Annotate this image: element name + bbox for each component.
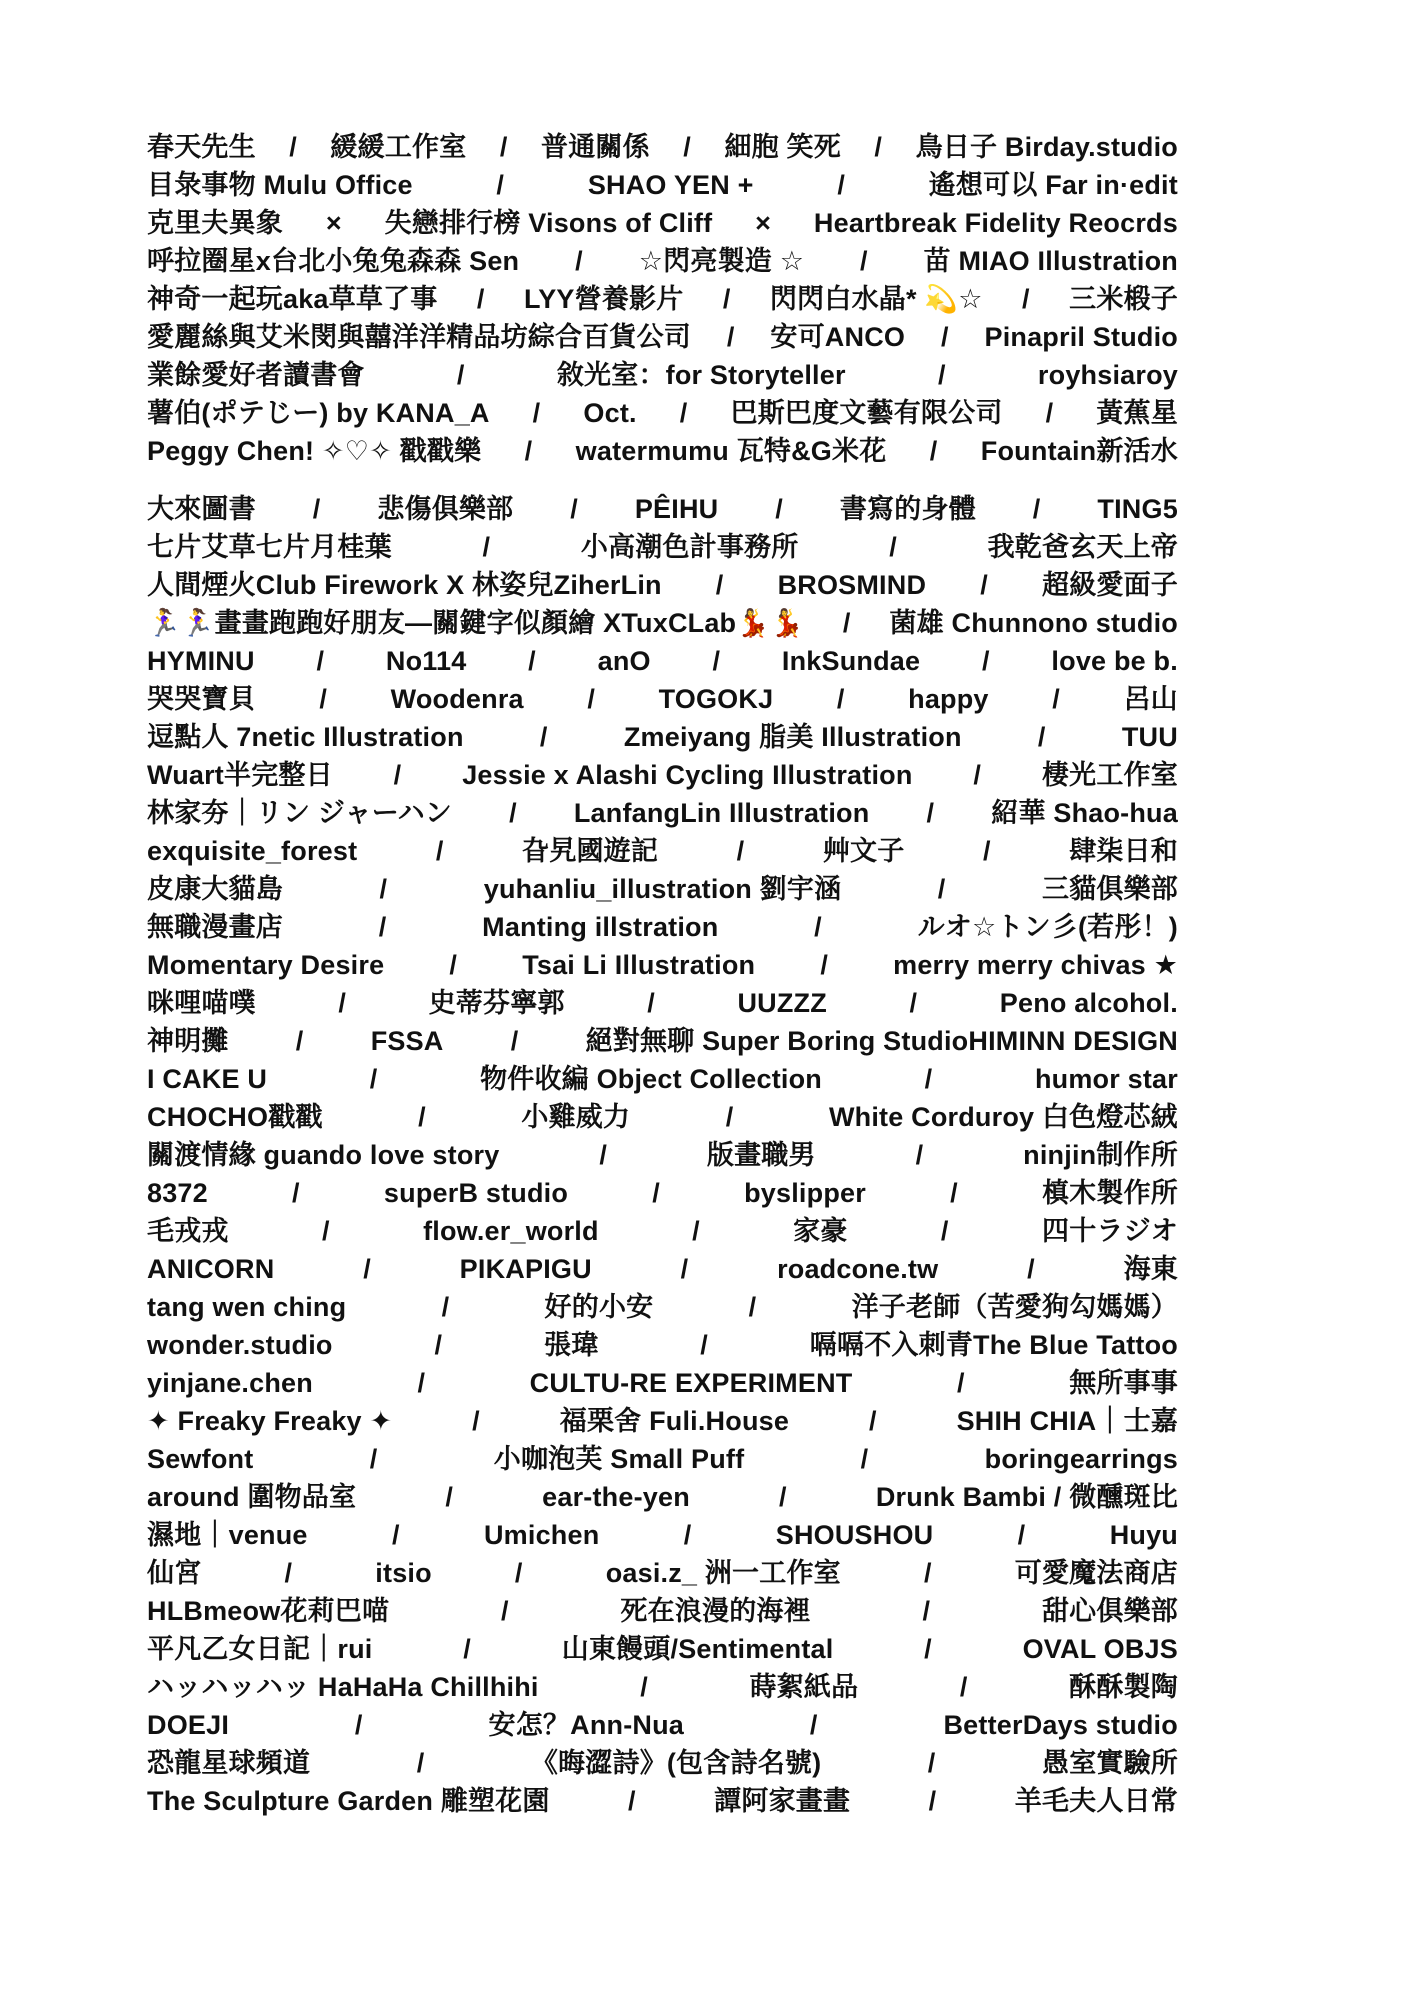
separator: / — [295, 1026, 304, 1056]
separator: / — [496, 170, 505, 200]
exhibitor-name: 目彔事物 Mulu Office — [147, 170, 413, 200]
list-line — [147, 1212, 1178, 1250]
list-line — [147, 280, 1178, 318]
exhibitor-name: exquisite_forest — [147, 836, 358, 866]
exhibitor-name: 張瑋 — [544, 1330, 599, 1360]
separator: / — [837, 170, 846, 200]
list-line — [147, 604, 1178, 642]
exhibitor-name: The Sculpture Garden 雕塑花園 — [147, 1786, 550, 1816]
exhibitor-name: Heartbreak Fidelity Reocrds — [813, 208, 1178, 238]
exhibitor-name: 家豪 — [793, 1216, 848, 1246]
exhibitor-name: 旮旯國遊記 — [522, 836, 659, 866]
exhibitor-name: 小咖泡芙 Small Puff — [493, 1444, 745, 1474]
separator: / — [417, 1368, 426, 1398]
separator: / — [524, 436, 533, 466]
separator: / — [321, 1216, 330, 1246]
list-line — [147, 870, 1178, 908]
separator: / — [922, 1596, 931, 1626]
separator: / — [319, 684, 328, 714]
exhibitor-name: 呼拉圈星x台北小兔兔森森 Sen — [147, 246, 520, 276]
separator: / — [874, 132, 883, 162]
list-line — [147, 1288, 1178, 1326]
separator: / — [500, 1596, 509, 1626]
exhibitor-name: ✦ Freaky Freaky ✦ — [147, 1406, 393, 1436]
exhibitor-name: No114 — [385, 646, 467, 676]
exhibitor-name: FSSA — [370, 1026, 444, 1056]
exhibitor-name: 艸文子 — [822, 836, 905, 866]
separator: / — [1027, 1254, 1035, 1284]
exhibitor-name: 死在浪漫的海裡 — [620, 1596, 811, 1626]
exhibitor-name: 皮康大貓島 — [147, 874, 283, 904]
exhibitor-name: BROSMIND — [777, 570, 927, 600]
separator: / — [836, 684, 845, 714]
list-line — [147, 984, 1178, 1022]
exhibitor-name: 黃蕉星 — [1096, 398, 1178, 428]
separator: / — [929, 436, 938, 466]
exhibitor-name: 我乾爸玄天上帝 — [987, 532, 1178, 562]
separator: / — [1032, 494, 1041, 524]
exhibitor-name: 神明攤 — [147, 1026, 229, 1056]
exhibitor-name: 好的小安 — [544, 1292, 654, 1322]
exhibitor-name: 敘光室：for Storyteller — [556, 360, 846, 390]
separator: / — [416, 1748, 425, 1778]
exhibitor-name: 巴斯巴度文藝有限公司 — [730, 398, 1003, 428]
exhibitor-name: TUU — [1121, 722, 1178, 752]
list-line — [147, 1592, 1178, 1630]
separator: / — [779, 1482, 787, 1512]
exhibitor-name: Huyu — [1109, 1520, 1178, 1550]
exhibitor-name: PIKAPIGU — [459, 1254, 592, 1284]
separator: / — [980, 570, 988, 600]
exhibitor-name: 大來圖書 — [147, 494, 256, 524]
list-line — [147, 1554, 1178, 1592]
separator: × — [755, 208, 772, 238]
exhibitor-name: yuhanliu_illustration 劉宇涵 — [483, 874, 842, 904]
exhibitor-name: 安怎？Ann-Nua — [488, 1710, 684, 1740]
exhibitor-name: SHOUSHOU — [775, 1520, 934, 1550]
list-line — [147, 1326, 1178, 1364]
exhibitor-name: 細胞 笑死 — [724, 132, 841, 162]
list-line — [147, 794, 1178, 832]
exhibitor-name: 閃閃白水晶* 💫☆ — [769, 284, 983, 314]
exhibitor-name: 愚室實驗所 — [1042, 1748, 1178, 1778]
exhibitor-name: SHIH CHIA｜士嘉 — [956, 1406, 1178, 1436]
exhibitor-name: 羊毛夫人日常 — [1014, 1786, 1178, 1816]
exhibitor-name: 三貓俱樂部 — [1042, 874, 1178, 904]
separator: / — [514, 1558, 523, 1588]
list-line — [147, 1402, 1178, 1440]
exhibitor-name: 安可ANCO — [770, 322, 906, 352]
separator: / — [445, 1482, 454, 1512]
exhibitor-name: 林家夯｜リン ジャーハン — [147, 798, 453, 828]
separator: / — [736, 836, 745, 866]
separator: / — [289, 132, 297, 162]
list-line — [147, 1630, 1178, 1668]
separator: / — [532, 398, 541, 428]
exhibitor-name: 紹華 Shao-hua — [991, 798, 1178, 828]
separator: / — [647, 988, 655, 1018]
separator: / — [379, 874, 388, 904]
exhibitor-name: OVAL OBJS — [1022, 1634, 1178, 1664]
exhibitor-name: TING5 — [1097, 494, 1178, 524]
exhibitor-name: CULTU-RE EXPERIMENT — [529, 1368, 853, 1398]
exhibitor-name: flow.er_world — [423, 1216, 599, 1246]
separator: × — [325, 208, 342, 238]
separator: / — [700, 1330, 708, 1360]
separator: / — [434, 1330, 443, 1360]
exhibitor-name: LanfangLin Illustration — [573, 798, 870, 828]
exhibitor-name: itsio — [375, 1558, 432, 1588]
list-line — [147, 1174, 1178, 1212]
exhibitor-name: CHOCHO戳戳 — [147, 1102, 323, 1132]
exhibitor-name: ☆閃亮製造 ☆ — [638, 246, 805, 276]
list-line — [147, 1060, 1178, 1098]
separator: / — [809, 1710, 818, 1740]
exhibitor-name: Oct. — [583, 398, 637, 428]
exhibitor-name: 棲光工作室 — [1041, 760, 1178, 790]
list-line — [147, 1478, 1178, 1516]
separator: / — [316, 646, 325, 676]
separator: / — [814, 912, 822, 942]
exhibitor-name: 小雞威力 — [521, 1102, 631, 1132]
list-line — [147, 566, 1178, 604]
exhibitor-name: 福栗舍 Fuli.House — [559, 1406, 790, 1436]
separator: / — [692, 1216, 700, 1246]
separator: / — [860, 1444, 869, 1474]
exhibitor-name: SHAO YEN + — [587, 170, 754, 200]
exhibitor-name: 濕地｜venue — [147, 1520, 308, 1550]
exhibitor-name: 甜心俱樂部 — [1041, 1596, 1178, 1626]
separator: / — [956, 1368, 965, 1398]
separator: / — [937, 360, 946, 390]
exhibitor-name: LYY營養影片 — [524, 284, 684, 314]
separator: / — [539, 722, 548, 752]
list-line — [147, 1250, 1178, 1288]
exhibitor-name: 七片艾草七片月桂葉 — [147, 532, 392, 562]
list-block-1 — [147, 128, 1178, 470]
separator: / — [940, 322, 949, 352]
exhibitor-name: White Corduroy 白色燈芯絨 — [828, 1102, 1178, 1132]
separator: / — [715, 570, 724, 600]
exhibitor-name: HYMINU — [147, 646, 255, 676]
separator: / — [1045, 398, 1054, 428]
separator: / — [868, 1406, 877, 1436]
separator: / — [1037, 722, 1046, 752]
list-line — [147, 1136, 1178, 1174]
separator: / — [683, 132, 691, 162]
separator: / — [982, 836, 991, 866]
separator: / — [587, 684, 596, 714]
list-line — [147, 642, 1178, 680]
exhibitor-name: 可愛魔法商店 — [1014, 1558, 1178, 1588]
exhibitor-name: 關渡情緣 guando love story — [147, 1140, 500, 1170]
exhibitor-name: 業餘愛好者讀書會 — [147, 360, 365, 390]
separator: / — [726, 322, 735, 352]
separator: / — [369, 1444, 378, 1474]
list-line — [147, 1706, 1178, 1744]
separator: / — [909, 988, 918, 1018]
exhibitor-name: 克里夫異象 — [147, 208, 283, 238]
exhibitor-name: 哭哭寶貝 — [147, 684, 256, 714]
exhibitor-name: ear-the-yen — [542, 1482, 690, 1512]
exhibitor-name: merry merry chivas ★ — [893, 950, 1178, 980]
separator: / — [950, 1178, 958, 1208]
exhibitor-name: 譚阿家畫畫 — [714, 1786, 851, 1816]
separator: / — [449, 950, 458, 980]
exhibitor-name: oasi.z_ 洲一工作室 — [605, 1558, 841, 1588]
separator: / — [981, 646, 990, 676]
list-line — [147, 128, 1178, 166]
separator: / — [640, 1672, 648, 1702]
separator: / — [628, 1786, 636, 1816]
separator: / — [463, 1634, 471, 1664]
exhibitor-name: Manting illstration — [482, 912, 719, 942]
exhibitor-name: 《晦澀詩》(包含詩名號) — [530, 1748, 822, 1778]
exhibitor-name: 恐龍星球頻道 — [147, 1748, 311, 1778]
separator: / — [312, 494, 321, 524]
exhibitor-name: happy — [908, 684, 989, 714]
list-line — [147, 1782, 1178, 1820]
separator: / — [680, 1254, 689, 1284]
exhibitor-name: Wuart半完整日 — [147, 760, 333, 790]
exhibitor-name: 槙木製作所 — [1041, 1178, 1178, 1208]
separator: / — [575, 246, 583, 276]
exhibitor-name: 遙想可以 Far in·edit — [928, 170, 1178, 200]
separator: / — [472, 1406, 480, 1436]
separator: / — [924, 1064, 933, 1094]
separator: / — [928, 1786, 937, 1816]
separator: / — [860, 246, 868, 276]
exhibitor-name: 逗點人 7netic Illustration — [147, 722, 464, 752]
exhibitor-list — [147, 128, 1178, 1820]
separator: / — [456, 360, 465, 390]
list-line — [147, 680, 1178, 718]
separator: / — [937, 874, 946, 904]
separator: / — [292, 1178, 300, 1208]
exhibitor-name: 書寫的身體 — [839, 494, 976, 524]
exhibitor-name: Tsai Li Illustration — [522, 950, 756, 980]
exhibitor-name: 悲傷俱樂部 — [377, 494, 514, 524]
exhibitor-name: Peggy Chen! ✧♡✧ 戳戳樂 — [147, 436, 482, 466]
exhibitor-name: Momentary Desire — [147, 950, 385, 980]
exhibitor-name: InkSundae — [781, 646, 921, 676]
exhibitor-name: 小高潮色計事務所 — [580, 532, 799, 562]
separator: / — [570, 494, 578, 524]
exhibitor-name: 四十ラジオ — [1042, 1216, 1178, 1246]
exhibitor-name: ハッハッハッ HaHaHa Chillhihi — [147, 1672, 539, 1702]
exhibitor-name: Sewfont — [147, 1444, 254, 1474]
exhibitor-name: BetterDays studio — [943, 1710, 1178, 1740]
list-line — [147, 204, 1178, 242]
exhibitor-name: tang wen ching — [147, 1292, 347, 1322]
exhibitor-name: 嗝嗝不入刺青The Blue Tattoo — [809, 1330, 1178, 1360]
exhibitor-name: byslipper — [744, 1178, 866, 1208]
list-line — [147, 718, 1178, 756]
exhibitor-name: superB studio — [383, 1178, 569, 1208]
exhibitor-name: 呂山 — [1123, 684, 1178, 714]
exhibitor-name: 平凡乙女日記｜rui — [147, 1634, 373, 1664]
exhibitor-name: 咪哩喵噗 — [147, 988, 256, 1018]
exhibitor-name: DOEJI — [147, 1710, 230, 1740]
exhibitor-name: 絕對無聊 Super Boring StudioHIMINN DESIGN — [585, 1026, 1178, 1056]
list-line — [147, 318, 1178, 356]
exhibitor-name: boringearrings — [984, 1444, 1178, 1474]
list-line — [147, 394, 1178, 432]
exhibitor-name: 版畫職男 — [706, 1140, 816, 1170]
exhibitor-name: 洋子老師（苦愛狗勾媽媽） — [851, 1292, 1178, 1322]
exhibitor-name: 史蒂芬寧郭 — [428, 988, 565, 1018]
exhibitor-name: 肆柒日和 — [1069, 836, 1178, 866]
separator: / — [441, 1292, 450, 1322]
separator: / — [842, 608, 851, 638]
list-line — [147, 1516, 1178, 1554]
exhibitor-name: 薯伯(ポテじー) by KANA_A — [147, 398, 490, 428]
exhibitor-name: 酥酥製陶 — [1069, 1672, 1178, 1702]
exhibitor-name: 緩緩工作室 — [330, 132, 467, 162]
list-line — [147, 832, 1178, 870]
exhibitor-name: 🏃‍♀️🏃‍♀️畫畫跑跑好朋友—關鍵字似顏繪 XTuxCLab💃💃 — [147, 608, 804, 638]
separator: / — [924, 1634, 932, 1664]
list-line — [147, 528, 1178, 566]
exhibitor-name: around 圍物品室 — [147, 1482, 357, 1512]
exhibitor-name: Fountain新活水 — [980, 436, 1178, 466]
separator: / — [683, 1520, 692, 1550]
separator: / — [926, 798, 935, 828]
list-line — [147, 432, 1178, 470]
exhibitor-name: Jessie x Alashi Cycling Illustration — [462, 760, 913, 790]
exhibitor-name: Pinapril Studio — [984, 322, 1178, 352]
separator: / — [1022, 284, 1030, 314]
exhibitor-name: 海東 — [1123, 1254, 1178, 1284]
separator: / — [476, 284, 485, 314]
separator: / — [652, 1178, 660, 1208]
separator: / — [775, 494, 783, 524]
list-line — [147, 1744, 1178, 1782]
exhibitor-name: 蒔絮紙品 — [749, 1672, 859, 1702]
exhibitor-name: HLBmeow花莉巴喵 — [147, 1596, 390, 1626]
list-line — [147, 1098, 1178, 1136]
exhibitor-name: 三米椴子 — [1069, 284, 1178, 314]
separator: / — [1052, 684, 1060, 714]
exhibitor-name: Umichen — [483, 1520, 600, 1550]
separator: / — [482, 532, 491, 562]
separator: / — [722, 284, 731, 314]
separator: / — [378, 912, 387, 942]
exhibitor-name: yinjane.chen — [147, 1368, 313, 1398]
separator: / — [679, 398, 688, 428]
list-block-2 — [147, 490, 1178, 1820]
exhibitor-name: anO — [597, 646, 651, 676]
separator: / — [509, 798, 517, 828]
list-line — [147, 1364, 1178, 1402]
separator: / — [363, 1254, 371, 1284]
exhibitor-name: Woodenra — [390, 684, 524, 714]
exhibitor-name: roadcone.tw — [777, 1254, 939, 1284]
exhibitor-name: PÊIHU — [634, 494, 719, 524]
exhibitor-name: 無職漫畫店 — [147, 912, 283, 942]
separator: / — [940, 1216, 949, 1246]
exhibitor-name: royhsiaroy — [1037, 360, 1178, 390]
exhibitor-name: 8372 — [147, 1178, 208, 1208]
separator: / — [959, 1672, 968, 1702]
exhibitor-name: 超級愛面子 — [1042, 570, 1178, 600]
separator: / — [354, 1710, 363, 1740]
list-line — [147, 242, 1178, 280]
separator: / — [435, 836, 444, 866]
separator: / — [418, 1102, 426, 1132]
exhibitor-name: UUZZZ — [737, 988, 827, 1018]
exhibitor-name: wonder.studio — [147, 1330, 333, 1360]
exhibitor-name: Peno alcohol. — [999, 988, 1178, 1018]
exhibitor-name: 無所事事 — [1069, 1368, 1178, 1398]
separator: / — [528, 646, 536, 676]
list-line — [147, 1668, 1178, 1706]
separator: / — [725, 1102, 734, 1132]
exhibitor-name: ninjin制作所 — [1023, 1140, 1178, 1170]
separator: / — [599, 1140, 608, 1170]
separator: / — [510, 1026, 519, 1056]
separator: / — [820, 950, 829, 980]
exhibitor-name: 仙宮 — [147, 1558, 202, 1588]
exhibitor-name: love be b. — [1051, 646, 1178, 676]
separator: / — [369, 1064, 378, 1094]
separator: / — [1017, 1520, 1026, 1550]
separator: / — [338, 988, 347, 1018]
separator: / — [712, 646, 721, 676]
exhibitor-name: humor star — [1034, 1064, 1178, 1094]
separator: / — [391, 1520, 400, 1550]
list-line — [147, 1022, 1178, 1060]
exhibitor-name: watermumu 瓦特&G米花 — [575, 436, 887, 466]
list-line — [147, 756, 1178, 794]
exhibitor-name: 毛戎戎 — [147, 1216, 229, 1246]
separator: / — [393, 760, 402, 790]
exhibitor-name: 春天先生 — [147, 132, 256, 162]
separator: / — [284, 1558, 293, 1588]
exhibitor-name: 愛麗絲與艾米閔與囍洋洋精品坊綜合百貨公司 — [147, 322, 691, 352]
separator: / — [973, 760, 982, 790]
separator: / — [915, 1140, 924, 1170]
separator: / — [923, 1558, 932, 1588]
exhibitor-name: TOGOKJ — [658, 684, 774, 714]
separator: / — [499, 132, 508, 162]
exhibitor-name: 物件收編 Object Collection — [480, 1064, 822, 1094]
separator: / — [927, 1748, 936, 1778]
separator: / — [889, 532, 897, 562]
exhibitor-name: 人間煙火Club Firework X 林姿兒ZiherLin — [147, 570, 662, 600]
exhibitor-name: 神奇一起玩aka草草了事 — [147, 284, 438, 314]
list-line — [147, 166, 1178, 204]
list-line — [147, 946, 1178, 984]
exhibitor-name: 菌雄 Chunnono studio — [889, 608, 1178, 638]
exhibitor-name: I CAKE U — [147, 1064, 268, 1094]
exhibitor-name: ANICORN — [147, 1254, 275, 1284]
exhibitor-name: 鳥日子 Birday.studio — [915, 132, 1178, 162]
exhibitor-name: Drunk Bambi / 微醺斑比 — [875, 1482, 1178, 1512]
separator: / — [748, 1292, 757, 1322]
list-line — [147, 908, 1178, 946]
exhibitor-name: 失戀排行榜 Visons of Cliff — [384, 208, 713, 238]
list-line — [147, 1440, 1178, 1478]
list-line — [147, 490, 1178, 528]
exhibitor-name: 普通關係 — [541, 132, 650, 162]
exhibitor-name: Zmeiyang 脂美 Illustration — [623, 722, 962, 752]
exhibitor-name: ルオ☆トン彡(若彤！) — [917, 912, 1178, 942]
list-line — [147, 356, 1178, 394]
exhibitor-name: 苗 MIAO Illustration — [923, 246, 1178, 276]
exhibitor-name: 山東饅頭/Sentimental — [561, 1634, 834, 1664]
